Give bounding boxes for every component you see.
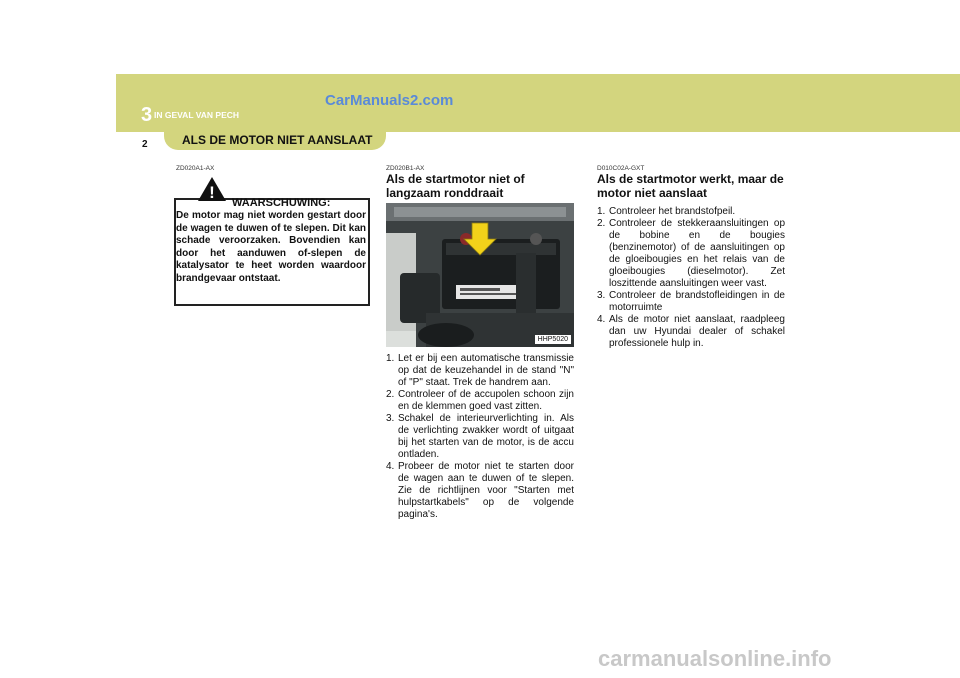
step-number: 4. bbox=[597, 314, 606, 325]
step-number: 2. bbox=[386, 389, 395, 400]
list-item bbox=[386, 461, 574, 521]
step-text: Probeer de motor niet te starten door de wagen aan te duwen of te slepen. Zie de richtlijnen voor "Starten met hulpstartkabels" op de volgende pagina's. bbox=[398, 461, 574, 520]
list-item bbox=[386, 389, 574, 413]
section-code-right: D010C02A-GXT bbox=[597, 165, 645, 172]
step-number: 3. bbox=[386, 413, 395, 424]
warning-text: De motor mag niet worden gestart door de wagen te duwen of te slepen. Dit kan schade veroorzaken. Bovendien kan door het aanduwen of-slepen de katalysator te heet worden waardoor brandgevaar ontstaat. bbox=[176, 210, 366, 284]
list-item bbox=[597, 206, 785, 218]
photo-label: HHP5020 bbox=[535, 335, 571, 344]
step-number: 3. bbox=[597, 290, 606, 301]
chapter-number: 3 bbox=[141, 104, 153, 126]
warning-symbol: ! bbox=[209, 183, 215, 202]
list-item bbox=[386, 353, 574, 389]
step-number: 1. bbox=[386, 353, 395, 364]
page-number: 2 bbox=[142, 139, 148, 150]
warning-triangle-icon bbox=[197, 176, 227, 202]
warning-title: WAARSCHUWING: bbox=[232, 197, 331, 209]
watermark-top[interactable]: CarManuals2.com bbox=[325, 92, 454, 109]
engine-bay-photo bbox=[386, 203, 574, 347]
steps-middle bbox=[386, 353, 574, 521]
heading-right: Als de startmotor werkt, maar de motor niet aanslaat bbox=[597, 172, 784, 200]
heading-middle: Als de startmotor niet of langzaam ronddraait bbox=[386, 172, 525, 200]
step-text: Schakel de interieurverlichting in. Als de verlichting zwakker wordt of uitgaat bij het starten van de motor, is de accu ontladen. bbox=[398, 413, 574, 460]
step-number: 4. bbox=[386, 461, 395, 472]
step-text: Controleer de stekkeraansluitingen op de bobine en de bougies (benzinemotor) of de aansluitingen op de gloeibougies en het relais van de gloeibougies (dieselmotor). Zet loszittende aansluitingen weer vast. bbox=[609, 218, 785, 289]
step-text: Als de motor niet aanslaat, raadpleeg dan uw Hyundai dealer of schakel professionele hulp in. bbox=[609, 314, 785, 349]
list-item bbox=[597, 314, 785, 350]
watermark-bottom[interactable]: carmanualsonline.info bbox=[598, 646, 832, 671]
step-number: 1. bbox=[597, 206, 606, 217]
list-item bbox=[597, 218, 785, 290]
step-text: Controleer de brandstofleidingen in de motorruimte bbox=[609, 290, 785, 313]
section-code-left: ZD020A1-AX bbox=[176, 165, 215, 172]
list-item bbox=[597, 290, 785, 314]
steps-right bbox=[597, 206, 785, 350]
step-text: Controleer het brandstofpeil. bbox=[609, 206, 736, 217]
engine-bay-illustration bbox=[386, 203, 574, 347]
step-text: Controleer of de accupolen schoon zijn en de klemmen goed vast zitten. bbox=[398, 389, 574, 412]
chapter-title: IN GEVAL VAN PECH bbox=[154, 110, 240, 120]
step-text: Let er bij een automatische transmissie op dat de keuzehandel in de stand "N" of "P" staat. Trek de handrem aan. bbox=[398, 353, 574, 388]
step-number: 2. bbox=[597, 218, 606, 229]
section-title: ALS DE MOTOR NIET AANSLAAT bbox=[182, 133, 373, 147]
section-code-middle: ZD020B1-AX bbox=[386, 165, 425, 172]
list-item bbox=[386, 413, 574, 461]
header-band bbox=[116, 74, 960, 132]
